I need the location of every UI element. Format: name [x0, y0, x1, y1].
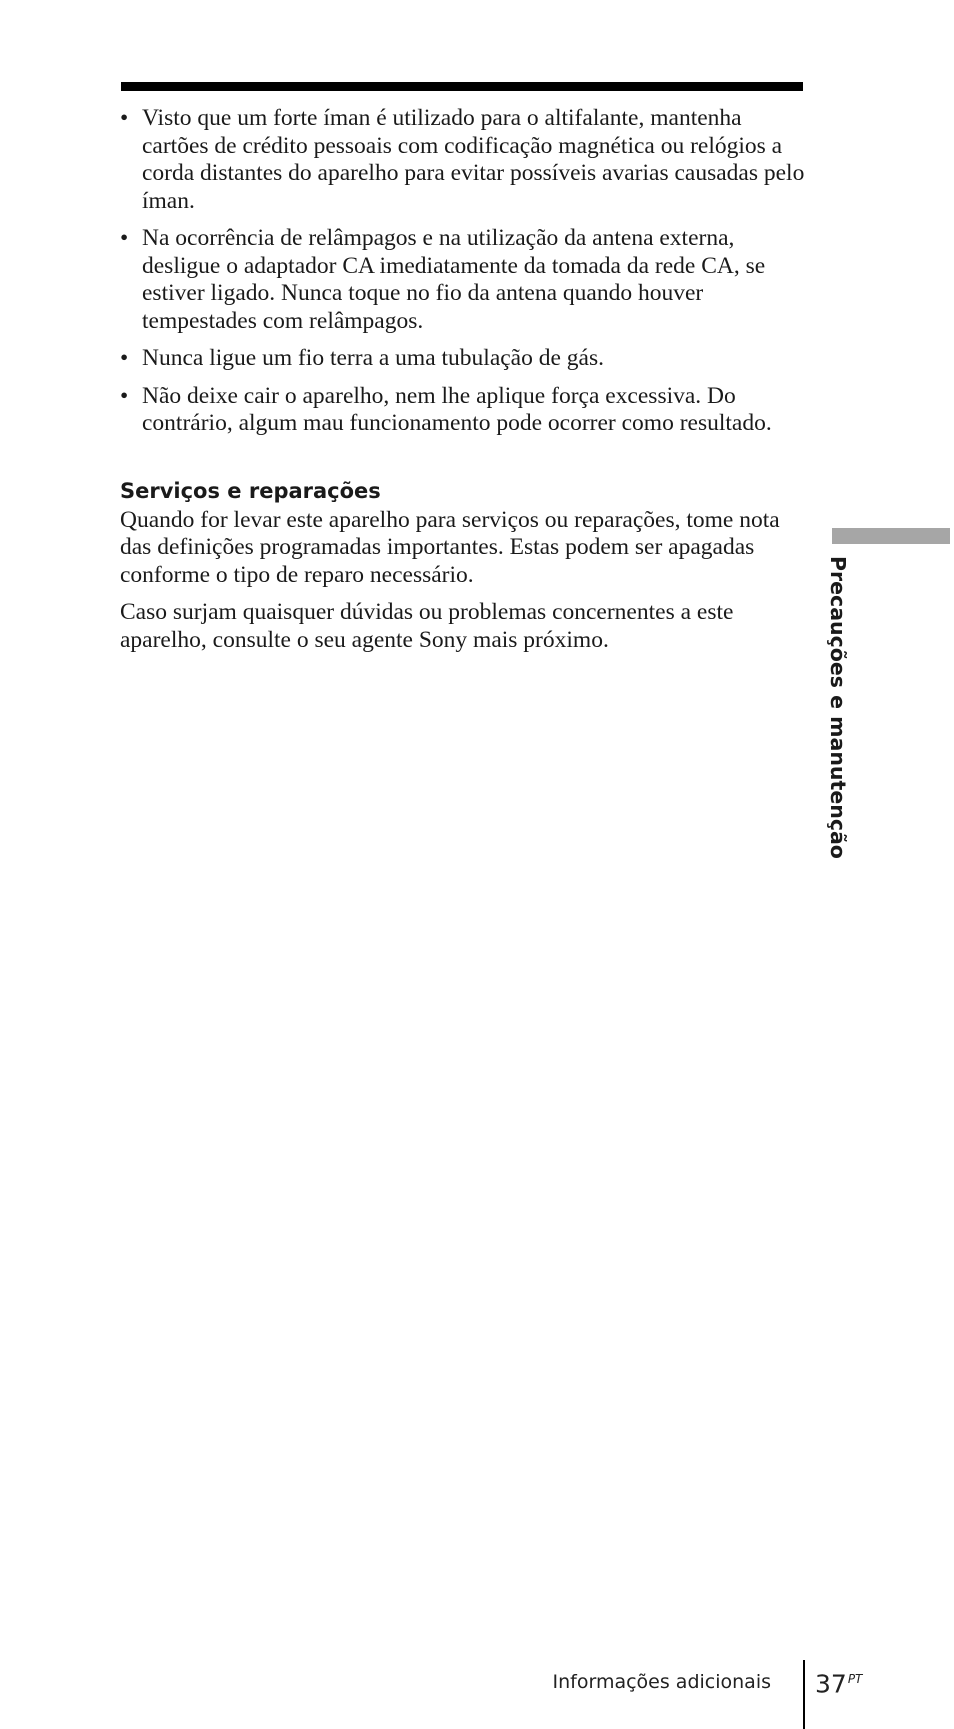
precautions-list: [120, 105, 810, 438]
section-heading: Serviços e reparações: [120, 478, 381, 503]
side-tab-bar: [832, 528, 950, 544]
side-tab-label: Precauções e manutenção: [826, 556, 850, 859]
list-item-text: Nunca ligue um fio terra a uma tubulação de gás.: [142, 345, 604, 371]
bullet-icon: •: [120, 382, 129, 409]
footer-section-label: Informações adicionais: [552, 1671, 771, 1693]
list-item-text: Não deixe cair o aparelho, nem lhe aplique força excessiva. Do contrário, algum mau funcionamento pode ocorrer como resultado.: [142, 382, 772, 436]
page-number: [815, 1664, 862, 1699]
bullet-icon: •: [120, 345, 129, 371]
list-item: [120, 383, 810, 438]
page-language-suffix: PT: [847, 1672, 863, 1686]
list-item-text: Visto que um forte íman é utilizado para o altifalante, mantenha cartões de crédito pessoais com codificação magnética ou relógios a corda distantes do aparelho para evitar possíveis avarias causadas pelo íman.: [142, 105, 805, 214]
main-content: [120, 105, 810, 664]
list-item-text: Na ocorrência de relâmpagos e na utilização da antena externa, desligue o adaptador CA imediatamente da tomada da rede CA, se estiver ligado. Nunca toque no fio da antena quando houver tempestades com relâmpagos.: [142, 225, 766, 334]
page-number-value: 37: [815, 1669, 847, 1699]
list-item: [120, 225, 810, 335]
top-rule: [121, 82, 803, 91]
footer-divider: [803, 1660, 805, 1729]
section-paragraph: Quando for levar este aparelho para serviços ou reparações, tome nota das definições programadas importantes. Estas podem ser apagadas conforme o tipo de reparo necessário.: [120, 506, 780, 588]
bullet-icon: •: [120, 105, 129, 131]
list-item: [120, 105, 810, 215]
list-item: [120, 345, 810, 373]
bullet-icon: •: [120, 225, 129, 251]
section-paragraph: Caso surjam quaisquer dúvidas ou problemas concernentes a este aparelho, consulte o seu agente Sony mais próximo.: [120, 599, 734, 653]
